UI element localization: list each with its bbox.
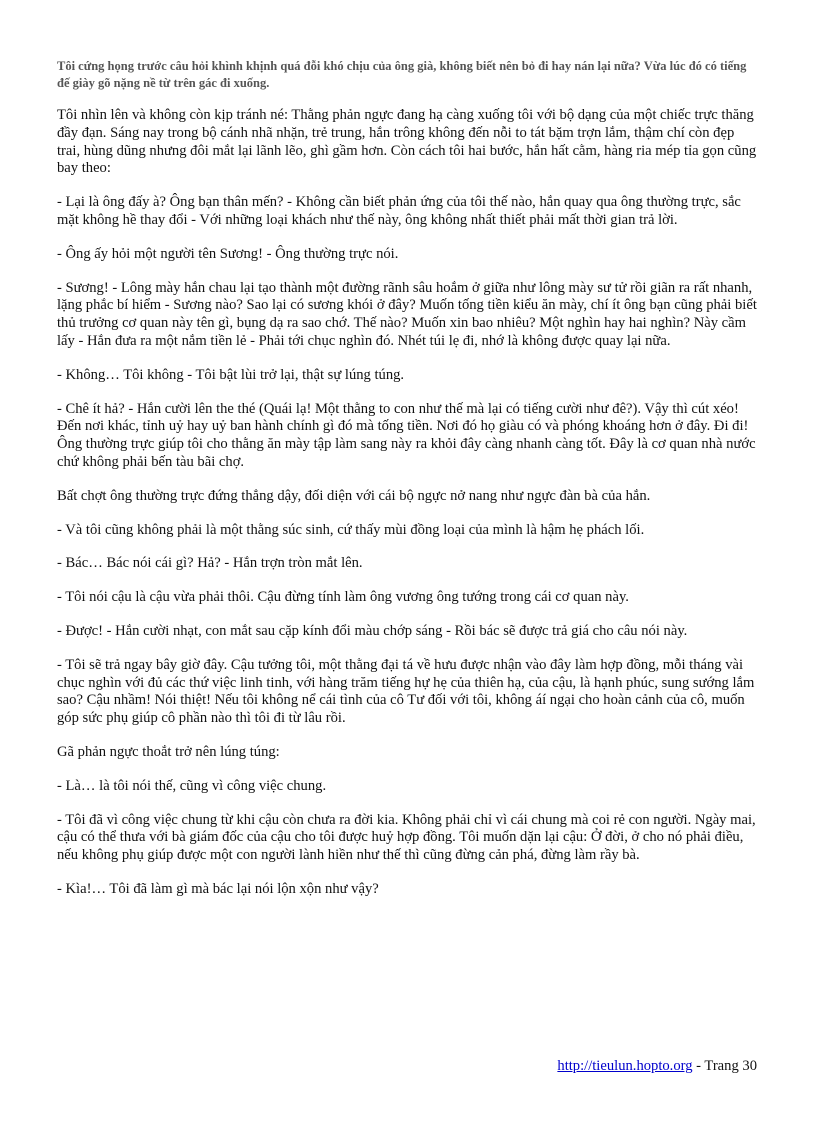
intro-paragraph: Tôi cứng họng trước câu hỏi khình khịnh quá đỗi khó chịu của ông già, không biết nên bỏ đi hay nán lại nữa? Vừa lúc đó có tiếng đế giày gõ nặng nề từ trên gác đi xuống.	[57, 59, 747, 90]
paragraph: - Và tôi cũng không phải là một thằng súc sinh, cứ thấy mùi đồng loại của mình là hậm hẹ phách lối.	[57, 521, 645, 538]
document-page	[57, 58, 757, 915]
paragraph: - Sương! - Lông mày hắn chau lại tạo thành một đường rãnh sâu hoắm ở giữa như lông mày sư tử rồi giãn ra rất nhanh, lặng phắc bí hiểm - Sương nào? Sao lại có sương khói ở đây? Muốn tống tiền kiểu ăn mày, chí ít ông bạn cũng phải biết thủ trưởng cơ quan này tên gì, bụng dạ ra sao chớ. Thế nào? Muốn xin bao nhiêu? Một nghìn hay hai nghìn? Này cầm lấy - Hắn đưa ra một nắm tiền lẻ - Phải tới chục nghìn đó. Nhét túi lẹ đi, nhớ là không được quay lại nữa.	[57, 279, 757, 349]
paragraph: - Không… Tôi không - Tôi bật lùi trở lại, thật sự lúng túng.	[57, 366, 405, 383]
paragraph: - Tôi sẽ trả ngay bây giờ đây. Cậu tưởng tôi, một thằng đại tá về hưu được nhận vào đây làm hợp đồng, mỗi tháng vài chục nghìn với đủ các thứ việc linh tinh, với hàng trăm tiếng hự hẹ của thiên hạ, của cậu, là hạnh phúc, sung sướng lắm sao? Cậu nhầm! Nói thiệt! Nếu tôi không nể cái tình của cô Tư đối với tôi, không áí ngại cho hoàn cảnh của cô, muốn góp sức phụ giúp cô phần nào thì tôi đi từ lâu rồi.	[57, 656, 755, 727]
paragraph: - Lại là ông đấy à? Ông bạn thân mến? - Không cần biết phản ứng của tôi thế nào, hắn quay qua ông thường trực, sắc mặt không hề thay đổi - Với những loại khách như thế này, ông không nhất thiết phải mất thời gian trả lời.	[57, 194, 741, 228]
paragraph: - Bác… Bác nói cái gì? Hả? - Hắn trợn tròn mắt lên.	[57, 555, 363, 572]
page-footer	[557, 1058, 757, 1075]
paragraph: - Tôi nói cậu là cậu vừa phải thôi. Cậu đừng tính làm ông vương ông tướng trong cái cơ quan này.	[57, 589, 629, 606]
paragraph: - Ông ấy hỏi một người tên Sương! - Ông thường trực nói.	[57, 245, 399, 262]
paragraph: - Tôi đã vì công việc chung từ khi cậu còn chưa ra đời kia. Không phải chỉ vì cái chung mà coi rẻ con người. Ngày mai, cậu có thể thưa với bà giám đốc của cậu cho tôi được huỷ hợp đồng. Tôi muốn dặn lại cậu: Ở đời, ở cho nó phải điều, nếu không phụ giúp được một con người lành hiền như thế thì cũng đừng cản phá, đừng làm rầy bà.	[57, 811, 756, 864]
paragraph: Tôi nhìn lên và không còn kịp tránh né: Thằng phản ngực đang hạ càng xuống tôi với bộ dạng của một chiếc trực thăng đầy đạn. Sáng nay trong bộ cánh nhã nhặn, trẻ trung, hắn trông không đến nỗi to tát bặm trợn lắm, thậm chí còn đẹp trai, hùng dũng nhưng đôi mắt lại lãnh lẽo, ghì gầm hơn. Còn cách tôi hai bước, hắn hất cằm, hàng ria mép tỉa gọn cũng bay theo:	[57, 107, 757, 177]
paragraph: - Là… là tôi nói thế, cũng vì công việc chung.	[57, 777, 327, 794]
paragraph: Bất chợt ông thường trực đứng thẳng dậy, đối diện với cái bộ ngực nở nang như ngực đàn bà của hắn.	[57, 487, 651, 504]
paragraph: - Chê ít hả? - Hắn cười lên the thé (Quái lạ! Một thằng to con như thế mà lại có tiếng cười như đê?). Vậy thì cút xéo! Đến nơi khác, tỉnh uỷ hay uỷ ban hành chính gì đó mà tống tiền. Nơi đó họ giàu có và phóng khoáng hơn ở đây. Đi đi! Ông thường trực giúp tôi cho thằng ăn mày tập làm sang này ra khỏi đây càng nhanh càng tốt. Đây là cơ quan nhà nước chứ không phải bến tàu bãi chợ.	[57, 400, 756, 470]
page-number: - Trang 30	[692, 1058, 757, 1074]
paragraph: Gã phản ngực thoắt trở nên lúng túng:	[57, 743, 280, 760]
paragraph: - Được! - Hắn cười nhạt, con mắt sau cặp kính đổi màu chớp sáng - Rồi bác sẽ được trả giá cho câu nói này.	[57, 622, 688, 639]
source-link[interactable]: http://tieulun.hopto.org	[557, 1058, 693, 1074]
paragraph: - Kìa!… Tôi đã làm gì mà bác lại nói lộn xộn như vậy?	[57, 880, 379, 897]
